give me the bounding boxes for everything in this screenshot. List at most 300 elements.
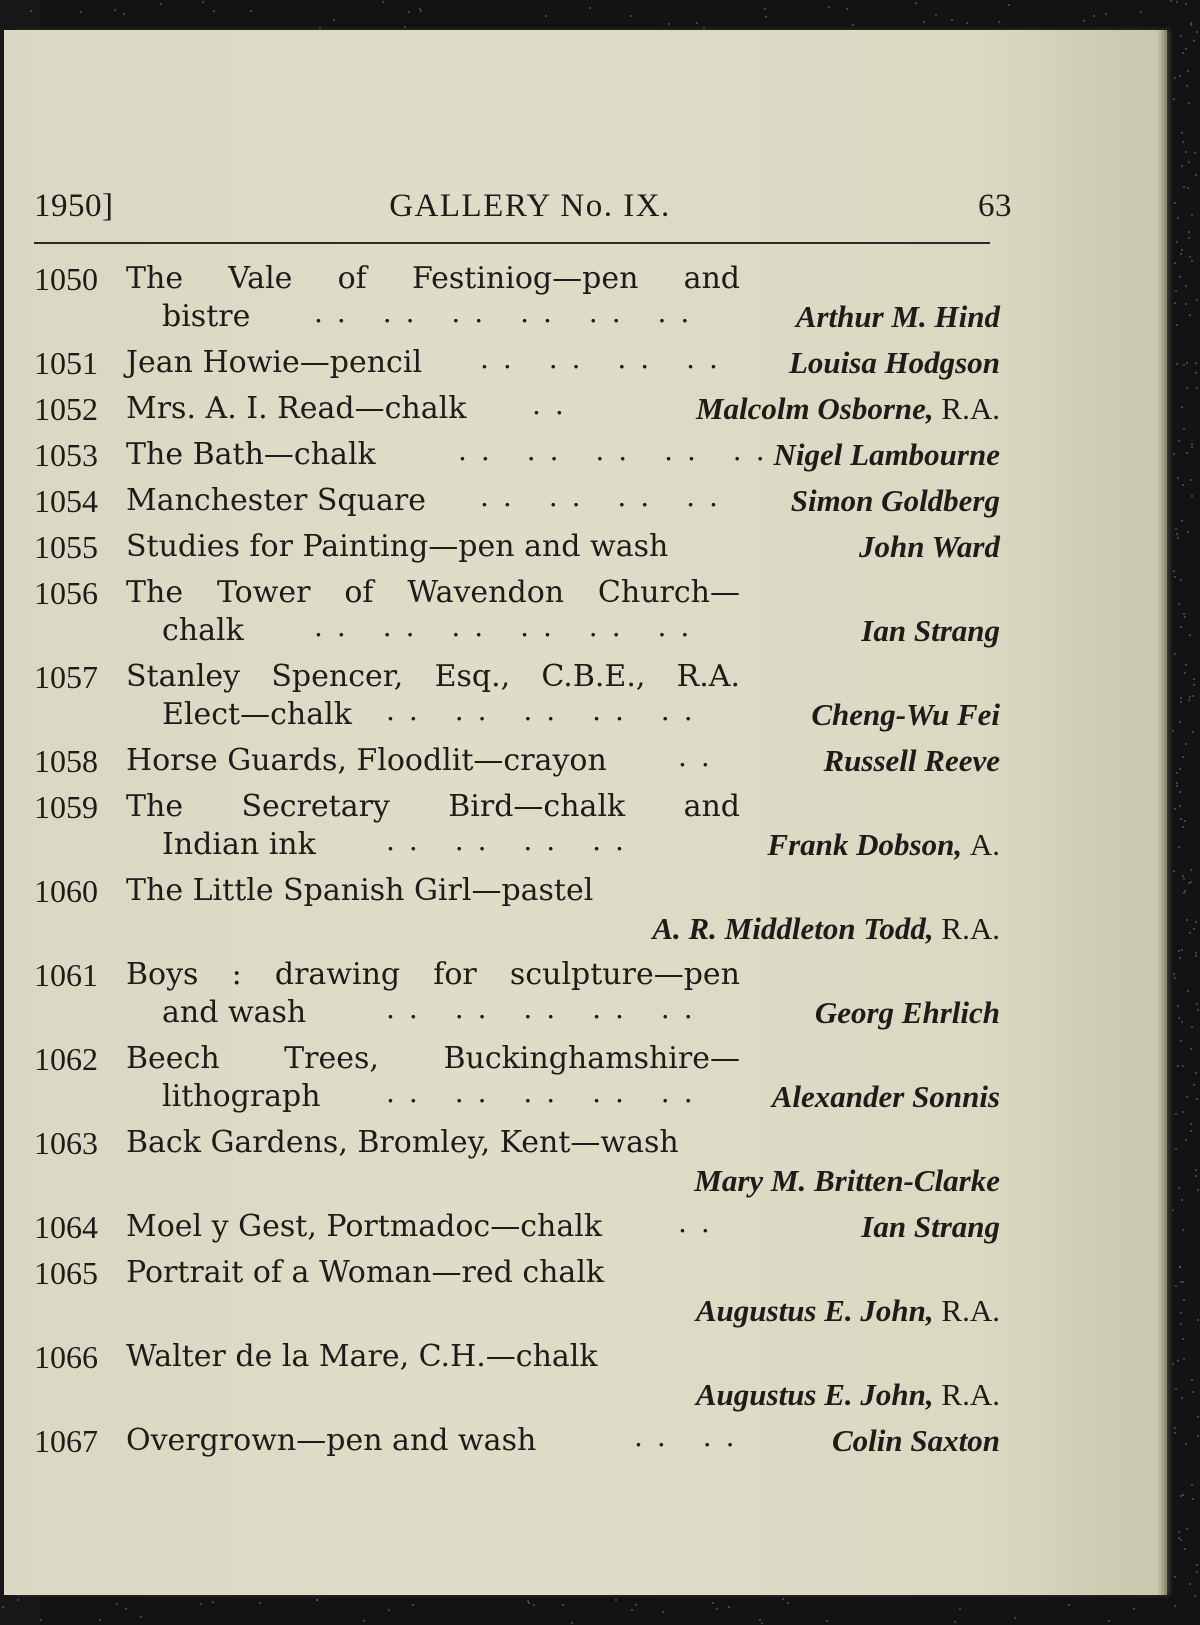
background-speck [1181, 406, 1183, 408]
background-speck [1186, 1528, 1188, 1530]
background-speck [1184, 820, 1186, 822]
background-speck [966, 22, 968, 24]
entry-title: Boys : drawing for sculpture—pen [126, 957, 740, 992]
background-speck [1189, 696, 1191, 698]
background-speck [1182, 1494, 1184, 1496]
background-speck [1195, 921, 1197, 923]
background-speck [1195, 362, 1197, 364]
entry-title-continuation: Indian ink [162, 827, 316, 862]
background-speck [1180, 1040, 1182, 1042]
background-speck [1175, 1148, 1177, 1150]
background-speck [1194, 1595, 1196, 1597]
background-speck [1181, 1397, 1183, 1399]
entry-title: The Vale of Festiniog—pen and [126, 261, 740, 296]
leader-dots: .. .. .. .. .. [386, 1076, 707, 1109]
background-speck [1196, 31, 1198, 33]
leader-dots: .. .. .. .. .. [386, 694, 707, 727]
background-speck [404, 26, 406, 28]
artist-honours: R.A. [941, 391, 1000, 426]
entry-number: 1065 [34, 1255, 98, 1291]
background-speck [333, 19, 335, 21]
background-speck [1177, 1005, 1179, 1007]
background-speck [1178, 846, 1180, 848]
entry-number: 1057 [34, 659, 98, 695]
background-speck [1189, 256, 1191, 258]
background-speck [1181, 949, 1183, 951]
header-page-number: 63 [978, 188, 1012, 224]
background-speck [1187, 990, 1189, 992]
entry-title: The Bath—chalk [126, 437, 376, 472]
background-speck [1185, 3, 1187, 5]
entry-artist: Arthur M. Hind [795, 299, 1000, 334]
entry-artist: Alexander Sonnis [771, 1079, 1000, 1114]
leader-dots: .. .. .. .. .. .. [314, 610, 704, 643]
background-speck [2, 1606, 4, 1608]
entry-artist: Russell Reeve [823, 743, 1000, 778]
background-speck [1183, 428, 1185, 430]
background-speck [615, 1599, 617, 1601]
entry-title-continuation: lithograph [162, 1079, 321, 1114]
background-speck [846, 8, 848, 10]
background-speck [1187, 531, 1189, 533]
leader-dots: .. .. .. .. .. [458, 434, 779, 467]
background-speck [1195, 1072, 1197, 1074]
background-speck [1185, 151, 1187, 153]
background-speck [631, 1609, 633, 1611]
background-speck [1192, 1391, 1194, 1393]
background-speck [1180, 1539, 1182, 1541]
entry-artist: Louisa Hodgson [788, 345, 1000, 380]
background-speck [764, 8, 766, 10]
background-speck [1173, 98, 1175, 100]
background-speck [1174, 1432, 1176, 1434]
entry-title: The Little Spanish Girl—pastel [126, 873, 594, 908]
background-speck [1182, 484, 1184, 486]
catalogue-entry [34, 1124, 1034, 1200]
background-speck [1175, 528, 1177, 530]
background-speck [1184, 672, 1186, 674]
background-speck [1191, 1026, 1193, 1028]
background-speck [1184, 616, 1186, 618]
background-speck [1172, 730, 1174, 732]
background-speck [1196, 1003, 1198, 1005]
background-speck [1185, 1139, 1187, 1141]
header-title: GALLERY No. IX. [389, 188, 671, 224]
background-speck [826, 1620, 828, 1622]
catalogue-entry [34, 742, 1034, 780]
background-speck [1189, 634, 1191, 636]
background-speck [1175, 290, 1177, 292]
background-speck [1108, 1620, 1110, 1622]
background-speck [1190, 479, 1192, 481]
background-speck [1182, 1065, 1184, 1067]
background-speck [1185, 664, 1187, 666]
background-speck [1179, 276, 1181, 278]
background-speck [99, 1619, 101, 1621]
background-speck [1083, 20, 1085, 22]
background-speck [1183, 186, 1185, 188]
background-speck [1182, 52, 1184, 54]
background-speck [1181, 132, 1183, 134]
background-speck [668, 23, 670, 25]
entry-number: 1066 [34, 1339, 98, 1375]
background-speck [1182, 141, 1184, 143]
background-speck [1176, 241, 1178, 243]
background-speck [1186, 1096, 1188, 1098]
entry-title: Stanley Spencer, Esq., C.B.E., R.A. [126, 659, 740, 694]
background-speck [1195, 955, 1197, 957]
leader-dots: .. .. .. .. [386, 824, 638, 857]
background-speck [1183, 1299, 1185, 1301]
background-speck [1178, 1531, 1180, 1533]
entry-title: Portrait of a Woman—red chalk [126, 1255, 605, 1290]
background-speck [419, 8, 421, 10]
background-speck [1190, 881, 1192, 883]
background-speck [1174, 977, 1176, 979]
background-speck [1190, 1048, 1192, 1050]
background-speck [1174, 1576, 1176, 1578]
entry-title: Horse Guards, Floodlit—crayon [126, 743, 607, 778]
background-speck [1182, 875, 1184, 877]
background-speck [1197, 1435, 1199, 1437]
background-speck [1185, 1443, 1187, 1445]
catalogue-entry [34, 344, 1034, 382]
background-speck [1183, 878, 1185, 880]
background-speck [382, 1, 384, 3]
background-speck [589, 7, 591, 9]
background-speck [782, 1598, 784, 1600]
background-speck [1185, 743, 1187, 745]
catalogue-entry [34, 788, 1034, 864]
background-speck [1186, 919, 1188, 921]
background-speck [1184, 1548, 1186, 1550]
background-speck [1178, 950, 1180, 952]
entry-artist: Malcolm Osborne, R.A. [695, 391, 1000, 426]
background-speck [1177, 537, 1179, 539]
background-speck [1176, 1, 1178, 3]
entry-title: The Tower of Wavendon Church— [126, 575, 740, 610]
background-speck [1187, 187, 1189, 189]
background-speck [1174, 262, 1176, 264]
background-speck [1195, 952, 1197, 954]
background-speck [200, 1603, 202, 1605]
background-speck [412, 1604, 414, 1606]
background-speck [1184, 890, 1186, 892]
background-speck [1180, 626, 1182, 628]
background-speck [765, 16, 767, 18]
background-speck [1181, 1199, 1183, 1201]
catalogue-entry [34, 528, 1034, 566]
background-speck [1186, 362, 1188, 364]
catalogue-entry [34, 1338, 1034, 1414]
background-speck [1191, 495, 1193, 497]
background-speck [1191, 260, 1193, 262]
background-speck [1176, 772, 1178, 774]
background-speck [1196, 299, 1198, 301]
background-speck [1105, 13, 1107, 15]
background-speck [1187, 70, 1189, 72]
catalogue-entry [34, 872, 1034, 948]
background-speck [212, 1601, 214, 1603]
background-speck [80, 11, 82, 13]
background-speck [528, 1602, 530, 1604]
background-speck [1178, 1017, 1180, 1019]
background-speck [954, 1621, 956, 1623]
background-speck [1185, 285, 1187, 287]
background-speck [635, 1604, 637, 1606]
background-speck [1190, 1130, 1192, 1132]
artist-honours: A. [969, 827, 1000, 862]
entry-artist: John Ward [859, 529, 1000, 564]
leader-dots: .. .. .. .. [480, 480, 732, 513]
catalogue-entry [34, 482, 1034, 520]
entry-number: 1061 [34, 957, 98, 993]
background-speck [1188, 699, 1190, 701]
background-speck [852, 24, 854, 26]
leader-dots: .. .. .. .. [480, 342, 732, 375]
running-header [34, 188, 1026, 238]
entry-artist: Ian Strang [861, 613, 1000, 648]
entry-artist: Simon Goldberg [790, 483, 1000, 518]
background-speck [114, 9, 116, 11]
background-speck [1180, 253, 1182, 255]
background-speck [1176, 363, 1178, 365]
background-speck [1140, 11, 1142, 13]
background-speck [1179, 721, 1181, 723]
background-speck [1181, 165, 1183, 167]
background-speck [1191, 214, 1193, 216]
background-speck [1197, 1189, 1199, 1191]
background-speck [40, 1619, 42, 1621]
background-speck [140, 1616, 142, 1618]
background-speck [1183, 1358, 1185, 1360]
background-speck [703, 27, 705, 29]
background-speck [1182, 826, 1184, 828]
entry-number: 1062 [34, 1041, 98, 1077]
background-speck [1189, 932, 1191, 934]
background-speck [1008, 4, 1010, 6]
catalogue-entry [34, 390, 1034, 428]
entry-title: Moel y Gest, Portmadoc—chalk [126, 1209, 603, 1244]
entry-artist: Augustus E. John, R.A. [695, 1293, 1000, 1328]
background-speck [1193, 40, 1195, 42]
entry-artist: Augustus E. John, R.A. [695, 1377, 1000, 1412]
catalogue-list [34, 260, 1034, 1468]
background-speck [1192, 695, 1194, 697]
entry-number: 1063 [34, 1125, 98, 1161]
catalogue-entry [34, 260, 1034, 336]
background-speck [1195, 1169, 1197, 1171]
entry-title: Beech Trees, Buckinghamshire— [126, 1041, 740, 1076]
background-speck [1191, 443, 1193, 445]
background-speck [1181, 1021, 1183, 1023]
background-speck [1190, 24, 1192, 26]
book-page [4, 30, 1158, 1595]
leader-dots: .. .. [634, 1420, 749, 1453]
background-speck [1196, 1098, 1198, 1100]
background-speck [1172, 1363, 1174, 1365]
entry-artist: Georg Ehrlich [814, 995, 1000, 1030]
leader-dots: .. [678, 740, 724, 773]
background-speck [1183, 364, 1185, 366]
background-speck [1182, 756, 1184, 758]
background-speck [1170, 0, 1172, 2]
entry-title-continuation: bistre [162, 299, 251, 334]
background-speck [1190, 1123, 1192, 1125]
leader-dots: .. [532, 388, 578, 421]
entry-title: Overgrown—pen and wash [126, 1423, 537, 1458]
background-speck [1180, 1323, 1182, 1325]
background-speck [1173, 570, 1175, 572]
background-speck [1176, 533, 1178, 535]
background-speck [662, 1611, 664, 1613]
background-speck [1177, 1360, 1179, 1362]
catalogue-entry [34, 1040, 1034, 1116]
leader-dots: .. .. .. .. .. [386, 992, 707, 1025]
catalogue-entry [34, 1422, 1034, 1460]
background-speck [1193, 928, 1195, 930]
background-speck [1186, 85, 1188, 87]
background-speck [1180, 1495, 1182, 1497]
background-speck [1195, 372, 1197, 374]
background-speck [160, 3, 162, 5]
entry-number: 1052 [34, 391, 98, 427]
background-speck [125, 1608, 127, 1610]
background-speck [1188, 237, 1190, 239]
background-speck [1175, 1113, 1177, 1115]
entry-number: 1058 [34, 743, 98, 779]
entry-number: 1059 [34, 789, 98, 825]
background-speck [1193, 1084, 1195, 1086]
background-speck [828, 6, 830, 8]
catalogue-entry [34, 1208, 1034, 1246]
entry-number: 1055 [34, 529, 98, 565]
background-speck [1173, 973, 1175, 975]
background-speck [1174, 202, 1176, 204]
background-speck [787, 1602, 789, 1604]
background-speck [1179, 1266, 1181, 1268]
entry-artist: Nigel Lambourne [773, 437, 1000, 472]
entry-artist: Colin Saxton [832, 1423, 1000, 1458]
background-speck [1173, 453, 1175, 455]
background-speck [1175, 1285, 1177, 1287]
background-speck [1176, 782, 1178, 784]
background-speck [1182, 1281, 1184, 1283]
catalogue-entry [34, 658, 1034, 734]
background-speck [716, 1608, 718, 1610]
background-speck [1197, 1319, 1199, 1321]
background-speck [1180, 1312, 1182, 1314]
header-rule [34, 242, 990, 244]
background-speck [1190, 869, 1192, 871]
background-speck [1177, 477, 1179, 479]
background-speck [1180, 818, 1182, 820]
background-speck [696, 22, 698, 24]
background-speck [1196, 387, 1198, 389]
leader-dots: .. .. .. .. .. .. [314, 296, 704, 329]
entry-title-continuation: and wash [162, 995, 307, 1030]
entry-artist: Cheng-Wu Fei [811, 697, 1000, 732]
artist-honours: R.A. [941, 1377, 1000, 1412]
background-speck [1189, 1583, 1191, 1585]
background-speck [1183, 613, 1185, 615]
background-speck [1179, 768, 1181, 770]
background-speck [1178, 1187, 1180, 1189]
background-speck [202, 1, 204, 3]
background-speck [1176, 785, 1178, 787]
background-speck [1191, 1484, 1193, 1486]
catalogue-entry [34, 1254, 1034, 1330]
background-speck [1179, 75, 1181, 77]
background-speck [959, 1608, 961, 1610]
entry-artist: Ian Strang [861, 1209, 1000, 1244]
background-speck [388, 1609, 390, 1611]
background-speck [1193, 684, 1195, 686]
entry-number: 1053 [34, 437, 98, 473]
background-speck [1197, 1416, 1199, 1418]
background-speck [1195, 1175, 1197, 1177]
background-speck [1181, 249, 1183, 251]
entry-title: Manchester Square [126, 483, 426, 518]
background-speck [1185, 48, 1187, 50]
entry-number: 1056 [34, 575, 98, 611]
background-speck [213, 10, 215, 12]
background-speck [1182, 1111, 1184, 1113]
background-speck [1196, 1564, 1198, 1566]
background-speck [1182, 1338, 1184, 1340]
background-speck [1172, 1209, 1174, 1211]
background-speck [1191, 446, 1193, 448]
background-speck [1068, 1604, 1070, 1606]
background-speck [1197, 1009, 1199, 1011]
background-speck [30, 10, 32, 12]
background-speck [1195, 174, 1197, 176]
background-speck [1175, 1388, 1177, 1390]
entry-title: Walter de la Mare, C.H.—chalk [126, 1339, 598, 1374]
background-speck [1188, 161, 1190, 163]
background-speck [1181, 520, 1183, 522]
background-speck [1188, 231, 1190, 233]
background-speck [998, 21, 1000, 23]
background-speck [1179, 957, 1181, 959]
background-speck [1133, 1608, 1135, 1610]
background-speck [761, 1622, 763, 1624]
entry-title: Jean Howie—pencil [126, 345, 423, 380]
entry-title: Studies for Painting—pen and wash [126, 529, 669, 564]
background-speck [316, 1599, 318, 1601]
background-speck [1179, 805, 1181, 807]
background-speck [571, 1622, 573, 1624]
background-speck [1194, 152, 1196, 154]
background-speck [562, 1604, 564, 1606]
entry-artist: Frank Dobson, A. [767, 827, 1000, 862]
background-speck [1192, 1498, 1194, 1500]
entry-number: 1050 [34, 261, 98, 297]
background-speck [1176, 324, 1178, 326]
background-speck [1193, 678, 1195, 680]
entry-number: 1064 [34, 1209, 98, 1245]
background-speck [951, 19, 953, 21]
catalogue-entry [34, 436, 1034, 474]
background-speck [630, 15, 632, 17]
background-speck [1180, 35, 1182, 37]
background-speck [759, 1619, 761, 1621]
background-speck [1174, 653, 1176, 655]
background-speck [1174, 77, 1176, 79]
background-speck [1177, 217, 1179, 219]
background-speck [1179, 791, 1181, 793]
background-speck [259, 1602, 261, 1604]
